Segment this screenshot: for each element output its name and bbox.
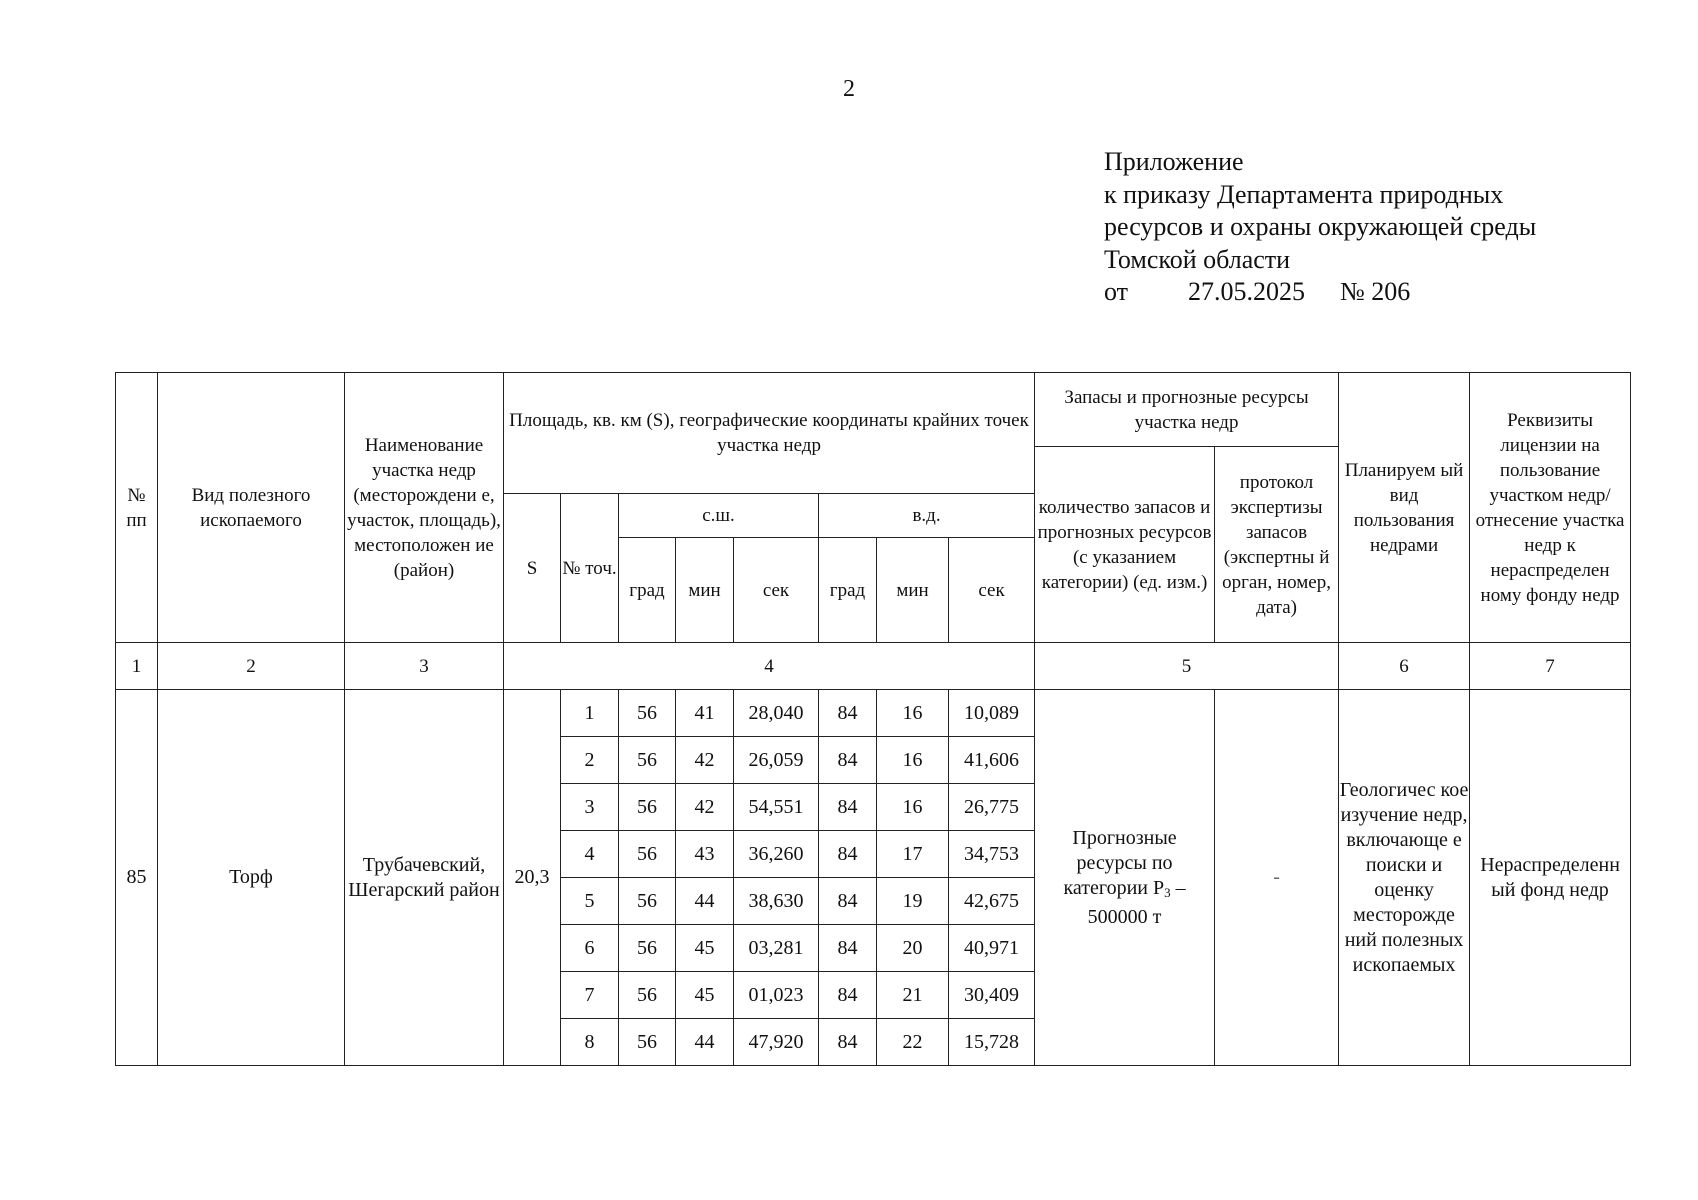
lat-deg: 56 [619,784,676,831]
appendix-line: ресурсов и охраны окружающей среды [1104,212,1537,241]
lat-sec: 54,551 [734,784,819,831]
lat-min: 42 [676,784,734,831]
lon-deg: 84 [819,784,877,831]
reserves-qty-text: Прогнозные ресурсы по категории Р [1063,826,1177,899]
order-line [1104,276,1536,309]
record-protocol: - [1215,690,1339,1066]
lon-sec: 40,971 [949,925,1035,972]
header-reserves: Запасы и прогнозные ресурсы участка недр [1035,373,1339,447]
table-row [116,690,1631,737]
header-protocol: протокол экспертизы запасов (экспертны й орган, номер, дата) [1215,447,1339,643]
lon-min: 17 [877,831,949,878]
header-lat-deg: град [619,538,676,643]
header-planned-use: Планируем ый вид пользования недрами [1339,373,1470,643]
lon-min: 21 [877,972,949,1019]
header-lon-min: мин [877,538,949,643]
header-lat-min: мин [676,538,734,643]
order-prefix: от [1104,277,1129,306]
point-no: 4 [561,831,619,878]
column-number: 3 [345,643,504,690]
column-number: 4 [504,643,1035,690]
record-num: 85 [116,690,158,1066]
lon-deg: 84 [819,972,877,1019]
point-no: 2 [561,737,619,784]
lat-deg: 56 [619,1019,676,1066]
lat-sec: 28,040 [734,690,819,737]
lon-deg: 84 [819,690,877,737]
lat-deg: 56 [619,925,676,972]
header-lat-sec: сек [734,538,819,643]
lat-deg: 56 [619,972,676,1019]
lat-sec: 36,260 [734,831,819,878]
lon-sec: 15,728 [949,1019,1035,1066]
lon-deg: 84 [819,925,877,972]
header-lat: с.ш. [619,494,819,538]
appendix-line: Приложение [1104,147,1244,176]
lat-min: 44 [676,1019,734,1066]
record-site-name: Трубачевский, Шегарский район [345,690,504,1066]
column-number: 5 [1035,643,1339,690]
header-site-name: Наименование участка недр (месторождени е, участок, площадь), местоположен ие (район) [345,373,504,643]
lat-min: 44 [676,878,734,925]
record-reserves-qty [1035,690,1215,1066]
lon-sec: 26,775 [949,784,1035,831]
record-license: Нераспределенн ый фонд недр [1470,690,1631,1066]
lon-min: 16 [877,784,949,831]
appendix-block [1104,146,1536,309]
lon-deg: 84 [819,878,877,925]
point-no: 8 [561,1019,619,1066]
lat-deg: 56 [619,690,676,737]
header-s: S [504,494,561,643]
header-lon: в.д. [819,494,1035,538]
record-planned-use: Геологичес кое изучение недр, включающе е поиски и оценку месторожде ний полезных ископаемых [1339,690,1470,1066]
column-number: 1 [116,643,158,690]
lon-min: 16 [877,737,949,784]
record-mineral-type: Торф [158,690,345,1066]
lon-min: 22 [877,1019,949,1066]
point-no: 3 [561,784,619,831]
lat-deg: 56 [619,737,676,784]
header-num: № пп [116,373,158,643]
lat-sec: 47,920 [734,1019,819,1066]
lat-min: 41 [676,690,734,737]
lon-min: 19 [877,878,949,925]
lat-sec: 01,023 [734,972,819,1019]
lon-min: 16 [877,690,949,737]
lat-min: 42 [676,737,734,784]
order-number: № 206 [1340,277,1411,306]
header-point-no: № точ. [561,494,619,643]
record-area-s: 20,3 [504,690,561,1066]
lon-sec: 30,409 [949,972,1035,1019]
lon-min: 20 [877,925,949,972]
lon-deg: 84 [819,737,877,784]
lon-deg: 84 [819,831,877,878]
column-numbers-row [116,643,1631,690]
point-no: 7 [561,972,619,1019]
lat-deg: 56 [619,831,676,878]
header-license: Реквизиты лицензии на пользование участком недр/ отнесение участка недр к нераспределен ному фонду недр [1470,373,1631,643]
lon-sec: 10,089 [949,690,1035,737]
lat-min: 45 [676,972,734,1019]
header-mineral-type: Вид полезного ископаемого [158,373,345,643]
point-no: 6 [561,925,619,972]
reserves-qty-amount: – 500000 т [1087,876,1186,928]
page-number: 2 [843,76,855,102]
reserves-category-subscript: 3 [1164,884,1171,900]
header-area-coords: Площадь, кв. км (S), географические координаты крайних точек участка недр [504,373,1035,494]
point-no: 5 [561,878,619,925]
point-no: 1 [561,690,619,737]
lat-min: 45 [676,925,734,972]
lon-sec: 42,675 [949,878,1035,925]
lon-sec: 34,753 [949,831,1035,878]
header-reserves-qty: количество запасов и прогнозных ресурсов (с указанием категории) (ед. изм.) [1035,447,1215,643]
column-number: 6 [1339,643,1470,690]
lat-min: 43 [676,831,734,878]
column-number: 2 [158,643,345,690]
header-lon-deg: град [819,538,877,643]
column-number: 7 [1470,643,1631,690]
header-lon-sec: сек [949,538,1035,643]
lat-sec: 26,059 [734,737,819,784]
lat-deg: 56 [619,878,676,925]
subsoil-sites-table [115,372,1631,1066]
lat-sec: 03,281 [734,925,819,972]
lon-sec: 41,606 [949,737,1035,784]
lat-sec: 38,630 [734,878,819,925]
appendix-line: к приказу Департамента природных [1104,179,1504,209]
lon-deg: 84 [819,1019,877,1066]
order-date: 27.05.2025 [1188,277,1305,306]
appendix-line: Томской области [1104,244,1291,274]
